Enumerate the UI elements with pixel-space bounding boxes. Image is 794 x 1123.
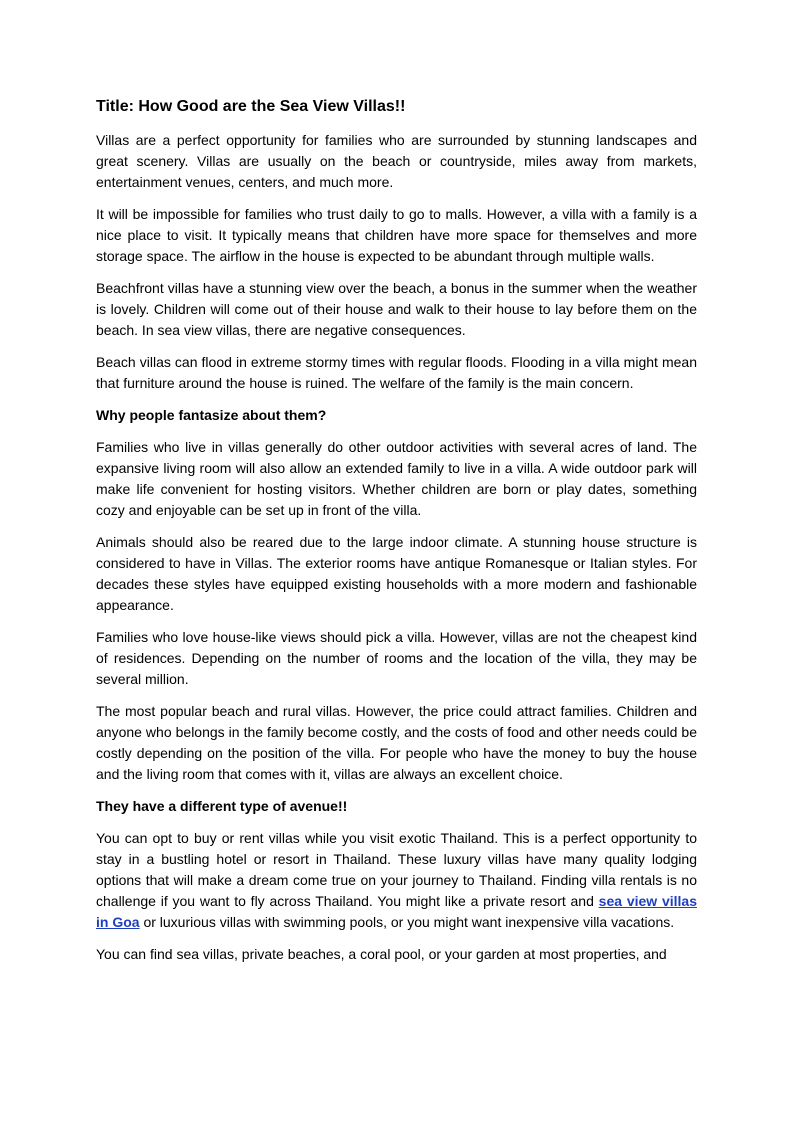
sea-view-villas-goa-link[interactable]: sea view villas in Goa [96, 893, 697, 930]
paragraph-9-text-after: or luxurious villas with swimming pools, or you might want inexpensive villa vacations. [139, 914, 675, 930]
paragraph-7: Families who love house-like views should pick a villa. However, villas are not the cheapest kind of residences. Depending on the number of rooms and the location of the villa, they may be several million. [96, 629, 697, 687]
paragraph-2: It will be impossible for families who trust daily to go to malls. However, a villa with a family is a nice place to visit. It typically means that children have more space for themselves and more storage space. The airflow in the house is expected to be abundant through multiple walls. [96, 206, 697, 264]
paragraph-8: The most popular beach and rural villas. However, the price could attract families. Children and anyone who belongs in the family become costly, and the costs of food and other needs could be costly depending on the position of the villa. For people who have the money to buy the house and the living room that comes with it, villas are always an excellent choice. [96, 703, 697, 782]
paragraph-1: Villas are a perfect opportunity for families who are surrounded by stunning landscapes and great scenery. Villas are usually on the beach or countryside, miles away from markets, entertainment venues, centers, and much more. [96, 132, 697, 190]
paragraph-9-text-before: You can opt to buy or rent villas while you visit exotic Thailand. This is a perfect opportunity to stay in a bustling hotel or resort in Thailand. These luxury villas have many quality lodging options that will make a dream come true on your journey to Thailand. Finding villa rentals is no challenge if you want to fly across Thailand. You might like a private resort and [96, 830, 697, 909]
paragraph-3: Beachfront villas have a stunning view over the beach, a bonus in the summer when the weather is lovely. Children will come out of their house and walk to their house to lay before them on the beach. In sea view villas, there are negative consequences. [96, 280, 697, 338]
subheading-different-avenue: They have a different type of avenue!! [96, 798, 348, 814]
paragraph-9 [96, 828, 697, 933]
paragraph-10: You can find sea villas, private beaches, a coral pool, or your garden at most properties, and [96, 946, 667, 962]
paragraph-4: Beach villas can flood in extreme stormy times with regular floods. Flooding in a villa might mean that furniture around the house is ruined. The welfare of the family is the main concern. [96, 354, 697, 391]
document-title: Title: How Good are the Sea View Villas!! [96, 98, 406, 115]
paragraph-5: Families who live in villas generally do other outdoor activities with several acres of land. The expansive living room will also allow an extended family to live in a villa. A wide outdoor park will make life convenient for hosting visitors. Whether children are born or play dates, something cozy and enjoyable can be set up in front of the villa. [96, 439, 697, 518]
subheading-why-fantasize: Why people fantasize about them? [96, 407, 327, 423]
paragraph-6: Animals should also be reared due to the large indoor climate. A stunning house structure is considered to have in Villas. The exterior rooms have antique Romanesque or Italian styles. For decades these styles have equipped existing households with a more modern and fashionable appearance. [96, 534, 697, 613]
